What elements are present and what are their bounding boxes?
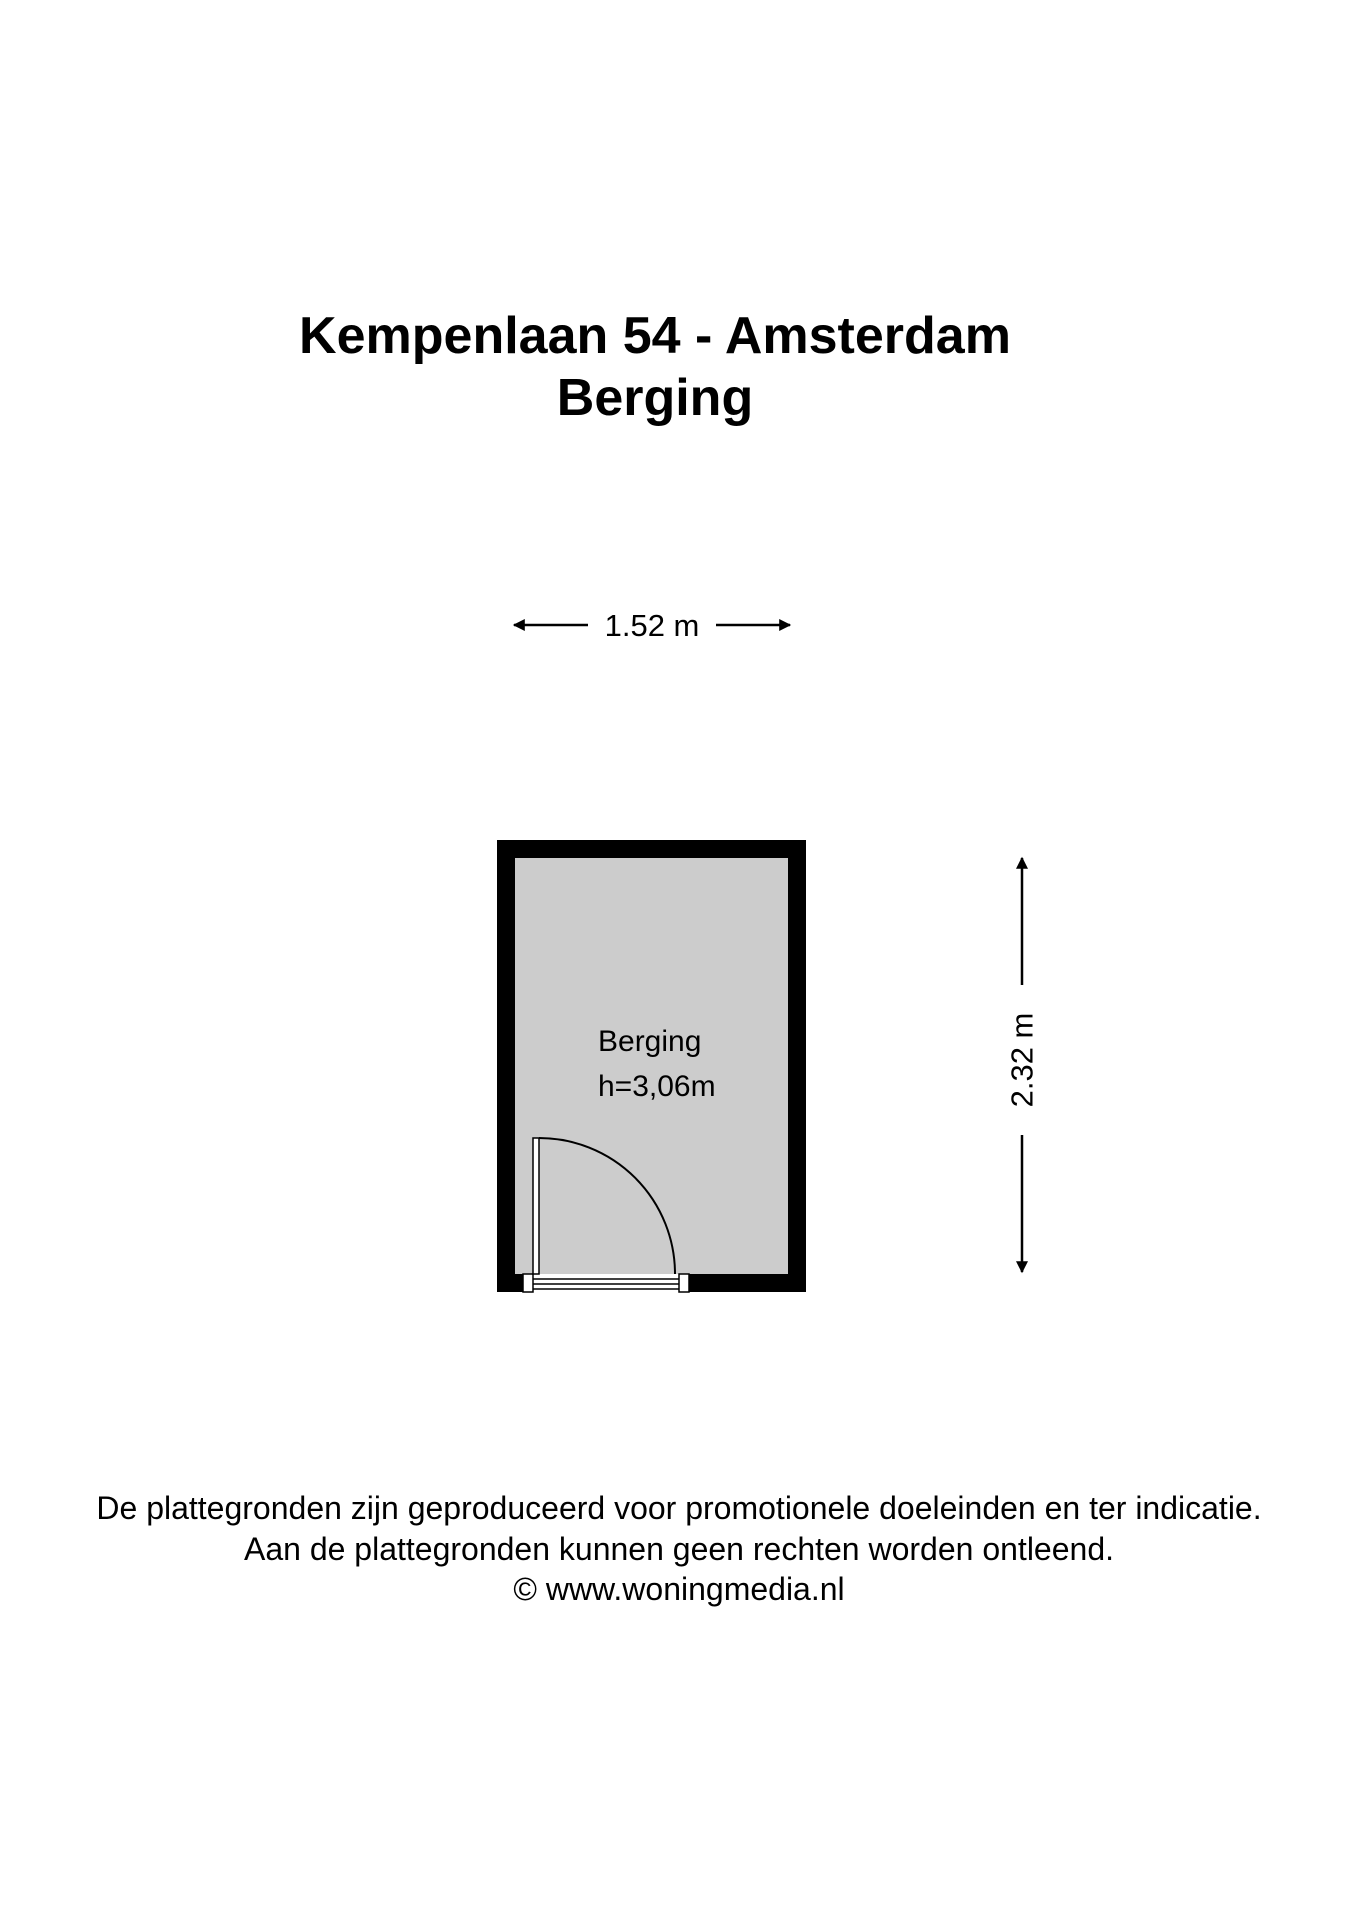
door-leaf [533,1138,539,1274]
height-dimension [1005,858,1040,1272]
disclaimer-line: Aan de plattegronden kunnen geen rechten worden ontleend. [243,1531,1114,1567]
copyright-line: © www.woningmedia.nl [513,1571,845,1607]
room-height-label: h=3,06m [598,1070,716,1103]
disclaimer-line: De plattegronden zijn geproduceerd voor promotionele doeleinden en ter indicatie. [96,1490,1262,1526]
room-berging [497,840,806,1292]
height-dimension-label: 2.32 m [1004,1012,1040,1108]
width-dimension-label: 1.52 m [604,608,700,643]
room-floor [515,858,788,1274]
page-title: Kempenlaan 54 - Amsterdam [299,307,1011,365]
width-dimension [514,608,790,643]
room-name-label: Berging [598,1025,702,1058]
page-subtitle: Berging [556,369,754,427]
